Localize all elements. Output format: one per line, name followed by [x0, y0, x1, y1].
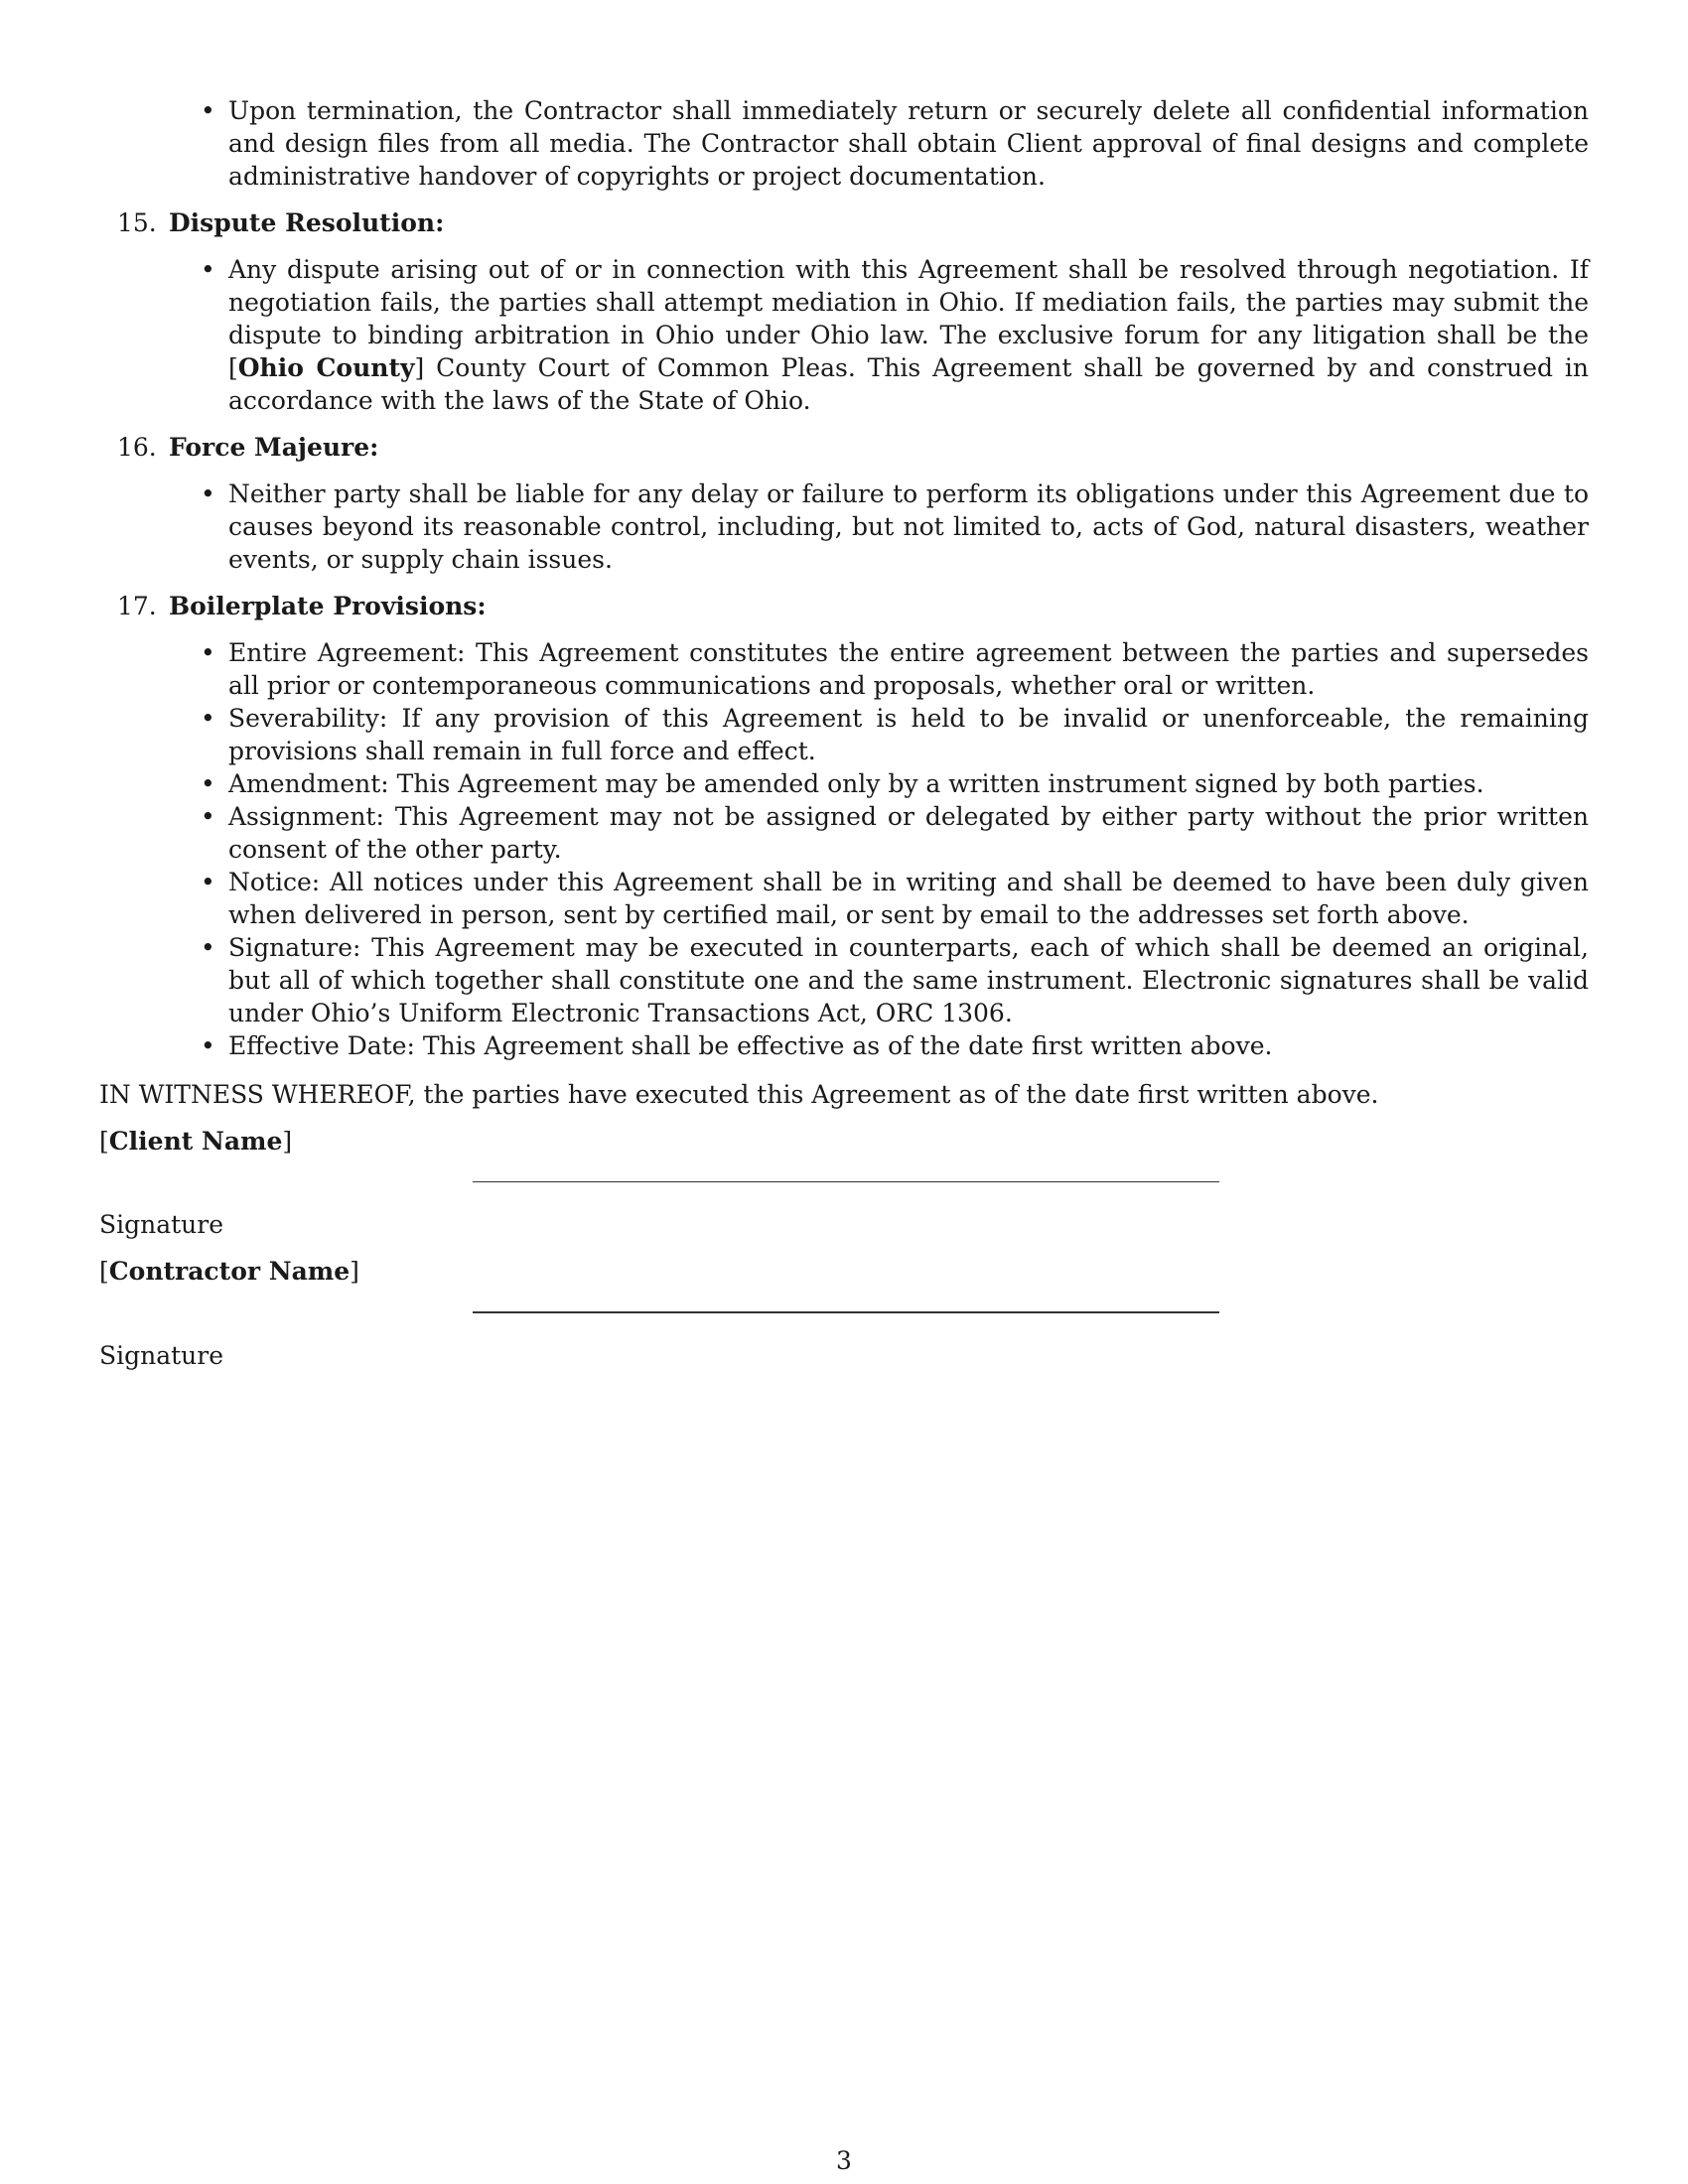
- client-name-placeholder: [Client Name]: [99, 1127, 293, 1156]
- termination-bullet-list: [99, 94, 1589, 193]
- section-title: Dispute Resolution:: [169, 208, 445, 237]
- page-number: 3: [836, 2146, 852, 2175]
- list-item: • Severability: If any provision of this Agreement is held to be invalid or unenforceable, the remaining provisions shall remain in full force and effect.: [228, 702, 1589, 767]
- contractor-name-placeholder: [Contractor Name]: [99, 1257, 359, 1286]
- bracket-open: [: [228, 353, 238, 382]
- section-heading: [99, 431, 1589, 464]
- dispute-text-outro: County Court of Common Pleas. This Agreement shall be governed by and construed in accordance with the laws of the State of Ohio.: [228, 353, 1589, 415]
- county-placeholder: Ohio County: [237, 353, 415, 382]
- list-item: [228, 253, 1589, 417]
- dispute-text-intro: Any dispute arising out of or in connection with this Agreement shall be resolved through negotiation. If negotiation fails, the parties shall attempt mediation in Ohio. If mediation fails, the parties may submit the dispute to binding arbitration in Ohio under Ohio law. The exclusive forum for any litigation shall be the: [228, 255, 1589, 349]
- list-item: • Effective Date: This Agreement shall be effective as of the date first written above.: [228, 1029, 1589, 1062]
- dispute-bullet-list: [99, 253, 1589, 417]
- list-item: • Neither party shall be liable for any delay or failure to perform its obligations under this Agreement due to causes beyond its reasonable control, including, but not limited to, acts of God, natural disasters, weather events, or supply chain issues.: [228, 478, 1589, 576]
- section-title: Boilerplate Provisions:: [169, 592, 487, 620]
- list-item: • Notice: All notices under this Agreement shall be in writing and shall be deemed to have been duly given when delivered in person, sent by certified mail, or sent by email to the addresses set forth above.: [228, 866, 1589, 931]
- force-majeure-bullet-list: [99, 478, 1589, 576]
- list-item: • Signature: This Agreement may be executed in counterparts, each of which shall be deemed an original, but all of which together shall constitute one and the same instrument. Electronic signatures shall be valid under Ohio’s Uniform Electronic Transactions Act, ORC 1306.: [228, 931, 1589, 1029]
- client-signature-line[interactable]: [473, 1181, 1219, 1182]
- section-heading: [99, 590, 1589, 622]
- client-signature-label: Signature: [99, 1210, 224, 1239]
- section-number: 17.: [117, 592, 157, 620]
- section-heading: [99, 206, 1589, 239]
- contractor-signature-line[interactable]: [473, 1311, 1219, 1313]
- list-item: • Assignment: This Agreement may not be assigned or delegated by either party without the prior written consent of the other party.: [228, 800, 1589, 866]
- contractor-signature-label: Signature: [99, 1341, 224, 1370]
- section-number: 15.: [117, 208, 157, 237]
- boilerplate-bullet-list: [99, 636, 1589, 1062]
- bracket-close: ]: [414, 353, 425, 382]
- section-force-majeure: [99, 431, 1589, 576]
- section-boilerplate: [99, 590, 1589, 1062]
- section-number: 16.: [117, 433, 157, 462]
- section-dispute-resolution: [99, 206, 1589, 417]
- document-page: [99, 94, 1589, 1372]
- list-item: • Amendment: This Agreement may be amended only by a written instrument signed by both parties.: [228, 767, 1589, 800]
- list-item: • Upon termination, the Contractor shall immediately return or securely delete all confidential information and design files from all media. The Contractor shall obtain Client approval of final designs and complete administrative handover of copyrights or project documentation.: [228, 94, 1589, 193]
- list-item: • Entire Agreement: This Agreement constitutes the entire agreement between the parties and supersedes all prior or contemporaneous communications and proposals, whether oral or written.: [228, 636, 1589, 702]
- section-title: Force Majeure:: [169, 433, 379, 462]
- witness-statement: IN WITNESS WHEREOF, the parties have executed this Agreement as of the date first written above.: [99, 1080, 1379, 1109]
